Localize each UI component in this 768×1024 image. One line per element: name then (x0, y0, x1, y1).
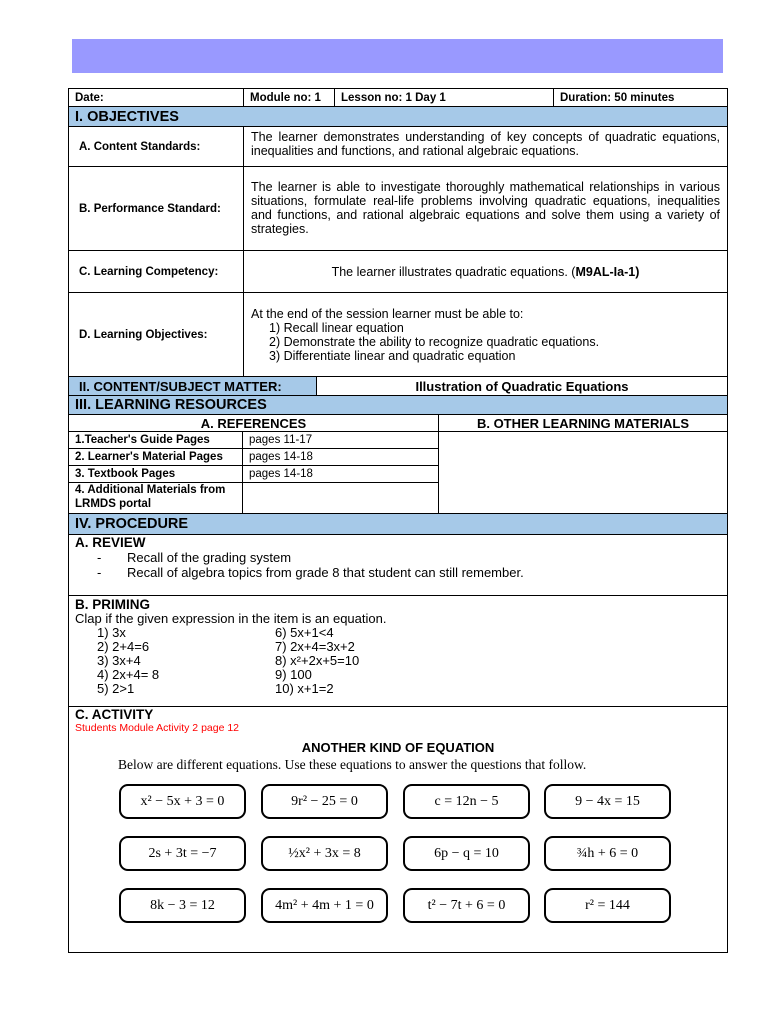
other-materials-cell (439, 432, 727, 513)
priming-items (75, 626, 721, 696)
learning-competency-value (244, 251, 727, 292)
other-materials-title: B. OTHER LEARNING MATERIALS (476, 416, 690, 431)
dash-icon: - (97, 550, 102, 565)
content-standards-text: The learner demonstrates understanding of key concepts of quadratic equations, inequalities and functions, and rational algebraic equations. (251, 130, 720, 158)
review-text: Recall of algebra topics from grade 8 that student can still remember. (127, 565, 524, 580)
reference-value: pages 11-17 (249, 434, 313, 446)
lesson-label: Lesson no: 1 Day 1 (335, 89, 554, 106)
activity-heading: ANOTHER KIND OF EQUATION (301, 740, 495, 755)
date-label: Date: (69, 89, 244, 106)
equation-card: t² − 7t + 6 = 0 (403, 888, 530, 923)
learning-competency-text: The learner illustrates quadratic equations. ( (331, 264, 576, 279)
objectives-list (251, 321, 720, 363)
learning-competency-label: C. Learning Competency: (69, 251, 244, 292)
priming-item: 2) 2+4=6 (97, 639, 150, 654)
equation-card: x² − 5x + 3 = 0 (119, 784, 246, 819)
reference-label: 4. Additional Materials from LRMDS portal (69, 483, 243, 513)
priming-item: 4) 2x+4= 8 (97, 667, 160, 682)
review-item (75, 565, 721, 580)
learning-objectives-label: D. Learning Objectives: (69, 293, 244, 376)
equation-card: 9 − 4x = 15 (544, 784, 671, 819)
activity-section (69, 707, 727, 952)
learning-competency-row (69, 251, 727, 293)
priming-title: B. PRIMING (75, 597, 151, 612)
priming-item: 7) 2x+4=3x+2 (275, 639, 355, 654)
objective-item: 1) Recall linear equation (269, 321, 404, 335)
reference-row (69, 449, 438, 466)
content-label: II. CONTENT/SUBJECT MATTER: (69, 377, 317, 395)
equation-card: r² = 144 (544, 888, 671, 923)
activity-instruction: Below are different equations. Use these equations to answer the questions that follow. (118, 757, 587, 772)
reference-row (69, 483, 438, 513)
performance-standard-row (69, 167, 727, 251)
equation-card: 2s + 3t = −7 (119, 836, 246, 871)
priming-right-column (275, 626, 721, 696)
reference-label: 1.Teacher's Guide Pages (69, 432, 243, 448)
review-title: A. REVIEW (75, 535, 146, 550)
title-banner (72, 39, 723, 73)
priming-item: 6) 5x+1<4 (275, 625, 334, 640)
equation-card: 8k − 3 = 12 (119, 888, 246, 923)
performance-standard-label: B. Performance Standard: (69, 167, 244, 250)
content-value: Illustration of Quadratic Equations (415, 379, 629, 394)
priming-instruction: Clap if the given expression in the item is an equation. (75, 611, 387, 626)
reference-value: pages 14-18 (249, 468, 313, 480)
resources-header: III. LEARNING RESOURCES (69, 396, 727, 415)
equation-card: 9r² − 25 = 0 (261, 784, 388, 819)
lesson-plan-table (68, 88, 728, 953)
competency-code: M9AL-Ia-1) (575, 264, 640, 279)
objectives-intro: At the end of the session learner must be able to: (251, 307, 524, 321)
equation-card: 4m² + 4m + 1 = 0 (261, 888, 388, 923)
reference-value: pages 14-18 (249, 451, 313, 463)
references-list (69, 432, 439, 513)
priming-item: 8) x²+2x+5=10 (275, 653, 360, 668)
priming-item: 5) 2>1 (97, 681, 135, 696)
reference-row (69, 432, 438, 449)
learning-objectives-body (244, 293, 727, 376)
review-text: Recall of the grading system (127, 550, 292, 565)
equation-card: ¾h + 6 = 0 (544, 836, 671, 871)
performance-standard-text: The learner is able to investigate thoroughly mathematical relationships in various situations, formulate real-life problems involving quadratic equations, inequalities and functions, and rational algebraic equations and solve them using a variety of strategies. (251, 180, 720, 236)
header-row (69, 89, 727, 107)
reference-value (243, 483, 438, 513)
reference-row (69, 466, 438, 483)
priming-item: 1) 3x (97, 625, 126, 640)
reference-label: 2. Learner's Material Pages (69, 449, 243, 465)
resources-subheader (69, 415, 727, 432)
priming-item: 3) 3x+4 (97, 653, 141, 668)
priming-item: 9) 100 (275, 667, 312, 682)
equation-grid (75, 773, 721, 938)
objective-item: 2) Demonstrate the ability to recognize quadratic equations. (269, 335, 600, 349)
references-table (69, 432, 727, 514)
objective-item: 3) Differentiate linear and quadratic equation (269, 349, 516, 363)
duration-label: Duration: 50 minutes (560, 92, 675, 104)
content-standards-row (69, 127, 727, 167)
equation-card: 6p − q = 10 (403, 836, 530, 871)
procedure-header: IV. PROCEDURE (69, 514, 727, 535)
activity-note: Students Module Activity 2 page 12 (75, 722, 240, 734)
reference-label: 3. Textbook Pages (69, 466, 243, 482)
dash-icon: - (97, 565, 102, 580)
priming-section (69, 596, 727, 707)
review-section (69, 535, 727, 596)
content-row (69, 377, 727, 396)
priming-left-column (75, 626, 275, 696)
equation-card: c = 12n − 5 (403, 784, 530, 819)
equation-card: ½x² + 3x = 8 (261, 836, 388, 871)
module-label: Module no: 1 (244, 89, 335, 106)
activity-title: C. ACTIVITY (75, 707, 154, 722)
learning-objectives-row (69, 293, 727, 377)
references-title: A. REFERENCES (69, 415, 439, 431)
review-item (75, 550, 721, 565)
objectives-header: I. OBJECTIVES (69, 107, 727, 127)
priming-item: 10) x+1=2 (275, 681, 334, 696)
content-standards-label: A. Content Standards: (69, 127, 244, 166)
